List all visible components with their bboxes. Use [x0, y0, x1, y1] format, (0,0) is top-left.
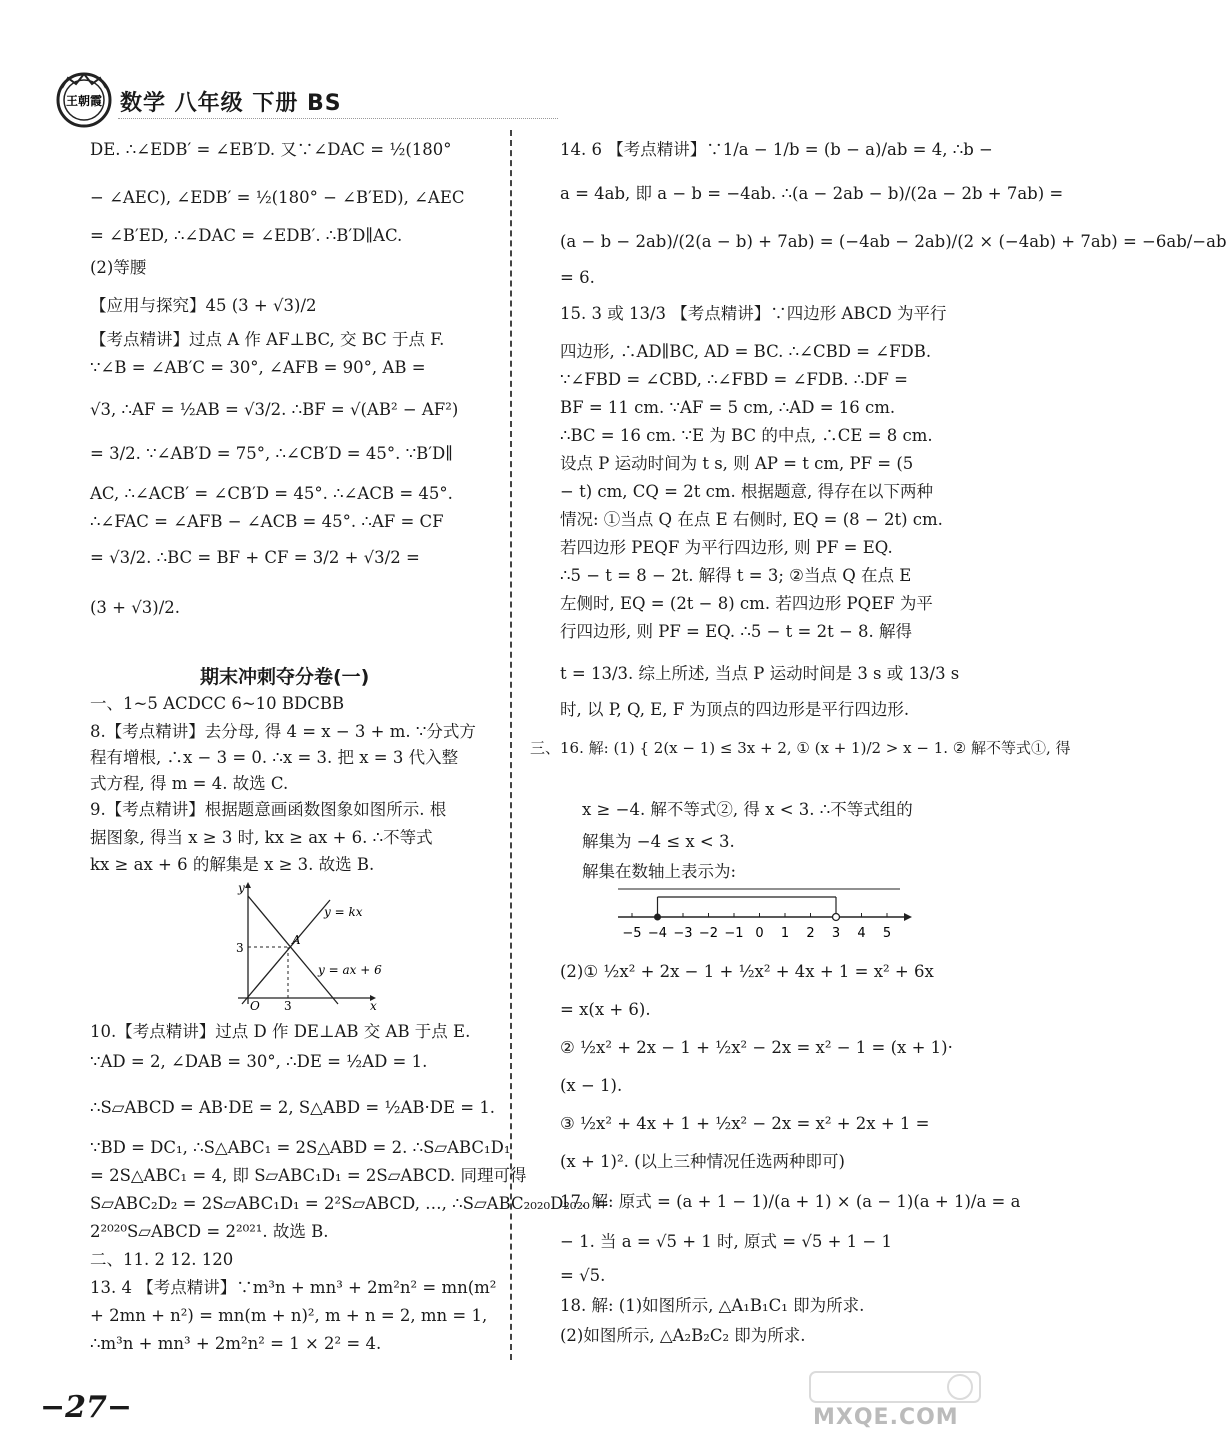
function-graph	[220, 880, 400, 1013]
open-endpoint	[833, 914, 840, 921]
tick-label: 3	[831, 926, 841, 941]
text-line: = ∠B′ED, ∴∠DAC = ∠EDB′. ∴B′D∥AC.	[90, 226, 403, 245]
tick-label: −1	[724, 926, 744, 941]
axis-arrow	[904, 913, 912, 921]
tick-label: 2	[806, 926, 815, 941]
text-line: (2)① ½x² + 2x − 1 + ½x² + 4x + 1 = x² + 6x	[560, 962, 934, 981]
text-line: 8.【考点精讲】去分母, 得 4 = x − 3 + m. ∵分式方	[90, 722, 476, 741]
text-line: (a − b − 2ab)/(2(a − b) + 7ab) = (−4ab − 2ab)/(2 × (−4ab) + 7ab) = −6ab/−ab	[560, 232, 1227, 251]
text-line: ② ½x² + 2x − 1 + ½x² − 2x = x² − 1 = (x + 1)·	[560, 1038, 953, 1057]
text-line: 17. 解: 原式 = (a + 1 − 1)/(a + 1) × (a − 1)(a + 1)/a = a	[560, 1192, 1021, 1211]
text-line: ∵AD = 2, ∠DAB = 30°, ∴DE = ½AD = 1.	[90, 1052, 428, 1071]
text-line: √3, ∴AF = ½AB = √3/2. ∴BF = √(AB² − AF²)	[90, 400, 459, 419]
closed-endpoint	[654, 914, 661, 921]
text-line: 【应用与探究】45 (3 + √3)/2	[90, 296, 317, 315]
tick-label: 0	[755, 926, 764, 941]
text-line: AC, ∴∠ACB′ = ∠CB′D = 45°. ∴∠ACB = 45°.	[90, 484, 453, 503]
text-line: 10.【考点精讲】过点 D 作 DE⊥AB 交 AB 于点 E.	[90, 1022, 471, 1041]
text-line: S▱ABC₂D₂ = 2S▱ABC₁D₁ = 2²S▱ABCD, …, ∴S▱ABC₂₀₂₀D₂₀₂₀ =	[90, 1194, 609, 1213]
text-line: BF = 11 cm. ∵AF = 5 cm, ∴AD = 16 cm.	[560, 398, 896, 417]
text-line: ∴S▱ABCD = AB·DE = 2, S△ABD = ½AB·DE = 1.	[90, 1098, 496, 1117]
number-line	[610, 885, 920, 945]
text-line: ∵∠B = ∠AB′C = 30°, ∠AFB = 90°, AB =	[90, 358, 426, 377]
text-line: ∵∠FBD = ∠CBD, ∴∠FBD = ∠FDB. ∴DF =	[560, 370, 908, 389]
text-line: 三、16. 解: (1) { 2(x − 1) ≤ 3x + 2, ① (x + 1)/2 > x − 1. ② 解不等式①, 得	[530, 739, 1071, 757]
text-line: = 6.	[560, 268, 595, 287]
text-line: 式方程, 得 m = 4. 故选 C.	[90, 774, 289, 793]
text-line: ∴m³n + mn³ + 2m²n² = 1 × 2² = 4.	[90, 1334, 382, 1353]
text-line: 情况: ①当点 Q 在点 E 右侧时, EQ = (8 − 2t) cm.	[560, 510, 943, 529]
text-line: (3 + √3)/2.	[90, 598, 181, 617]
page-number: −27−	[40, 1390, 133, 1425]
text-line: = 3/2. ∵∠AB′D = 75°, ∴∠CB′D = 45°. ∵B′D∥	[90, 444, 453, 463]
publisher-logo	[52, 70, 116, 130]
text-line: 2²⁰²⁰S▱ABCD = 2²⁰²¹. 故选 B.	[90, 1222, 329, 1241]
tick-label: −3	[673, 926, 693, 941]
text-line: = √3/2. ∴BC = BF + CF = 3/2 + √3/2 =	[90, 548, 420, 567]
text-line: (2)如图所示, △A₂B₂C₂ 即为所求.	[560, 1326, 806, 1345]
text-line: 18. 解: (1)如图所示, △A₁B₁C₁ 即为所求.	[560, 1296, 865, 1315]
book-title: 数学 八年级 下册 BS	[120, 91, 342, 116]
text-line: = √5.	[560, 1266, 606, 1285]
text-line: (x − 1).	[560, 1076, 623, 1095]
text-line: t = 13/3. 综上所述, 当点 P 运动时间是 3 s 或 13/3 s	[560, 664, 960, 683]
section-title: 期末冲刺夺分卷(一)	[200, 666, 370, 688]
tick-label: 4	[857, 926, 866, 941]
text-line: (x + 1)². (以上三种情况任选两种即可)	[560, 1152, 845, 1171]
text-line: = 2S△ABC₁ = 4, 即 S▱ABC₁D₁ = 2S▱ABCD. 同理可得	[90, 1166, 527, 1185]
line1-label: y = kx	[324, 905, 363, 919]
tick-label: −5	[622, 926, 642, 941]
text-line: 设点 P 运动时间为 t s, 则 AP = t cm, PF = (5	[560, 454, 914, 473]
text-line: 二、11. 2 12. 120	[90, 1250, 234, 1269]
tick-label: −2	[698, 926, 719, 941]
text-line: kx ≥ ax + 6 的解集是 x ≥ 3. 故选 B.	[90, 855, 375, 874]
text-line: 13. 4 【考点精讲】∵m³n + mn³ + 2m²n² = mn(m²	[90, 1278, 497, 1297]
text-line: ③ ½x² + 4x + 1 + ½x² − 2x = x² + 2x + 1 =	[560, 1114, 930, 1133]
text-line: 15. 3 或 13/3 【考点精讲】∵四边形 ABCD 为平行	[560, 304, 947, 323]
text-line: − t) cm, CQ = 2t cm. 根据题意, 得存在以下两种	[560, 482, 933, 501]
text-line: ∴BC = 16 cm. ∵E 为 BC 的中点, ∴CE = 8 cm.	[560, 426, 933, 445]
text-line: x ≥ −4. 解不等式②, 得 x < 3. ∴不等式组的	[582, 800, 913, 819]
x-tick-label: 3	[284, 999, 292, 1013]
text-line: 解集在数轴上表示为:	[582, 862, 737, 881]
tick-label: 1	[780, 926, 790, 941]
text-line: − 1. 当 a = √5 + 1 时, 原式 = √5 + 1 − 1	[560, 1232, 892, 1251]
text-line: 程有增根, ∴x − 3 = 0. ∴x = 3. 把 x = 3 代入整	[90, 748, 459, 767]
text-line: ∴∠FAC = ∠AFB − ∠ACB = 45°. ∴AF = CF	[90, 512, 444, 531]
tick-label: −4	[647, 926, 668, 941]
text-line: 若四边形 PEQF 为平行四边形, 则 PF = EQ.	[560, 538, 893, 557]
text-line: DE. ∴∠EDB′ = ∠EB′D. 又∵∠DAC = ½(180°	[90, 140, 452, 159]
text-line: (2)等腰	[90, 258, 147, 277]
text-line: + 2mn + n²) = mn(m + n)², m + n = 2, mn = 1,	[90, 1306, 488, 1325]
text-line: 时, 以 P, Q, E, F 为顶点的四边形是平行四边形.	[560, 700, 910, 719]
text-line: 【考点精讲】过点 A 作 AF⊥BC, 交 BC 于点 F.	[90, 330, 445, 349]
x-axis-label: x	[370, 999, 377, 1013]
text-line: 一、1~5 ACDCC 6~10 BDCBB	[90, 694, 345, 713]
line2-label: y = ax + 6	[318, 963, 382, 977]
tick-label: 5	[882, 926, 892, 941]
text-line: 四边形, ∴AD∥BC, AD = BC. ∴∠CBD = ∠FDB.	[560, 342, 932, 361]
text-line: − ∠AEC), ∠EDB′ = ½(180° − ∠B′ED), ∠AEC	[90, 188, 465, 207]
text-line: 14. 6 【考点精讲】∵1/a − 1/b = (b − a)/ab = 4, ∴b −	[560, 140, 993, 159]
y-axis-label: y	[238, 881, 245, 895]
y-tick-label: 3	[236, 941, 244, 955]
text-line: a = 4ab, 即 a − b = −4ab. ∴(a − 2ab − b)/(2a − 2b + 7ab) =	[560, 184, 1064, 203]
text-line: 左侧时, EQ = (2t − 8) cm. 若四边形 PQEF 为平	[560, 594, 933, 613]
origin-label: O	[250, 999, 260, 1013]
text-line: 解集为 −4 ≤ x < 3.	[582, 832, 735, 851]
text-line: ∴5 − t = 8 − 2t. 解得 t = 3; ②当点 Q 在点 E	[560, 566, 912, 585]
point-a-label: A	[292, 933, 301, 947]
text-line: = x(x + 6).	[560, 1000, 651, 1019]
watermark-text: MXQE.COM	[813, 1405, 959, 1430]
header-rule	[118, 118, 558, 119]
text-line: 9.【考点精讲】根据题意画函数图象如图所示. 根	[90, 800, 447, 819]
text-line: ∵BD = DC₁, ∴S△ABC₁ = 2S△ABD = 2. ∴S▱ABC₁D₁	[90, 1138, 511, 1157]
text-line: 行四边形, 则 PF = EQ. ∴5 − t = 2t − 8. 解得	[560, 622, 913, 641]
text-line: 据图象, 得当 x ≥ 3 时, kx ≥ ax + 6. ∴不等式	[90, 828, 433, 847]
svg-text:王朝霞: 王朝霞	[65, 94, 103, 108]
